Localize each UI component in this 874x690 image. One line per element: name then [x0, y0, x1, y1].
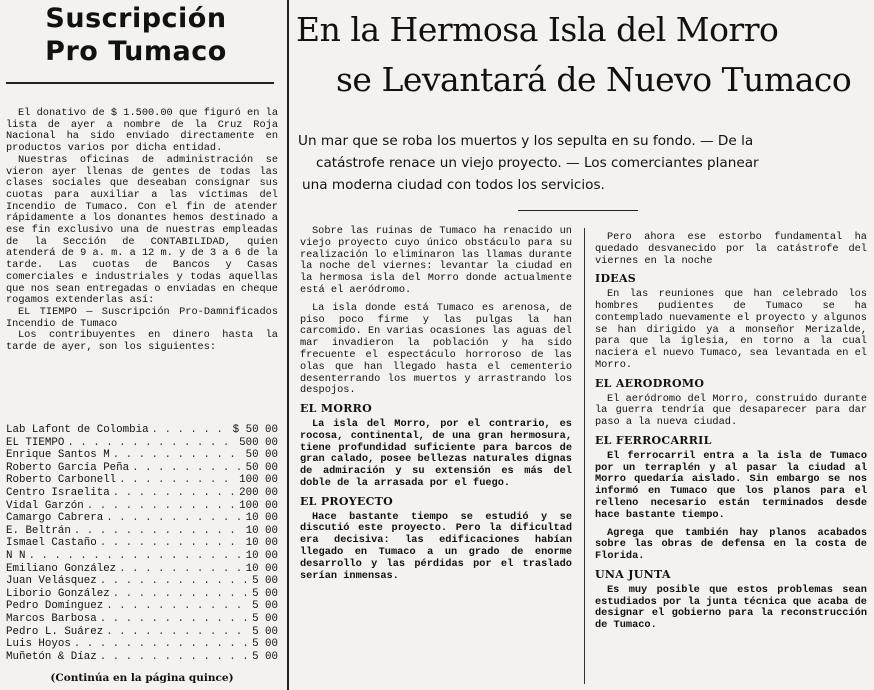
donor-row [6, 500, 278, 513]
donor-name: Liborio González [6, 587, 110, 600]
subscription-text [6, 108, 278, 354]
leader-dots [100, 537, 243, 550]
subscription-column [0, 0, 284, 690]
leader-dots [100, 613, 249, 626]
subscription-paragraph: Los contribuyentes en dinero hasta la tarde de ayer, son los siguientes: [6, 329, 278, 354]
headline-line2: se Levantará de Nuevo Tumaco [336, 60, 852, 99]
leader-dots [119, 563, 242, 576]
leader-dots [106, 600, 249, 613]
leader-dots [87, 500, 236, 513]
title-rule [6, 82, 274, 84]
donor-name: Emiliano González [6, 562, 117, 575]
donor-list [6, 424, 278, 663]
leader-dots [67, 437, 236, 450]
article-subhead: IDEAS [595, 272, 637, 286]
article-paragraph: Hace bastante tiempo se estudió y se discutió este proyecto. Pero la dificultad era decisiva: las edificaciones habían llegado en Tumaco a un grado de enorme desarrollo y las pérdidas por el traslado serían inmensas. [300, 510, 572, 582]
subscription-paragraph: EL TIEMPO — Suscripción Pro-Damnificados Incendio de Tumaco [6, 305, 278, 330]
article-subhead: EL AERODROMO [595, 376, 705, 390]
donor-name: Pedro Domínguez [6, 600, 104, 613]
article-paragraph: La isla del Morro, por el contrario, es rocosa, continental, de una gran hermosura, tiene profundidad suficiente para barcos de gran calado, posee bellezas naturales dignas de admiración y su extensión es más del doble de la arrasada por el fuego. [300, 417, 572, 489]
donor-amount: 5 00 [252, 600, 278, 613]
article-paragraph: Sobre las ruinas de Tumaco ha renacido un viejo proyecto cuyo único obstáculo para su realización lo eliminaron las llamas durante la noche del viernes: levantar la ciudad en la hermosa isla del Morro donde actualmente está el aeródromo. [300, 225, 572, 296]
subscription-paragraph: El donativo de $ 1.500.00 que figuró en la lista de ayer a nombre de la Cruz Roja Nacional ha sido enviado directamente en productos varios por dicha entidad. [6, 107, 278, 155]
donor-amount: 5 00 [252, 650, 278, 663]
article-column-2 [595, 232, 867, 638]
donor-amount: 200 00 [239, 486, 278, 499]
article-paragraph: En las reuniones que han celebrado los hombres pudientes de Tumaco se ha contemplado nuevamente el proyecto y algunos se han dirigido ya a monseñor Merizalde, para que la iglesia, en torno a la cual naciera el nuevo Tumaco, sea levantada en el Morro. [595, 288, 867, 371]
article-subhead: UNA JUNTA [595, 567, 671, 581]
subscription-paragraph: Nuestras oficinas de administración se vieron ayer llenas de gentes de todas las clases sociales que deseaban consignar sus cuotas para auxiliar a las víctimas del Incendio de Tumaco. Con el fin de atender rápidamente a los donantes hemos destinado a ese fin exclusivo una de nuestras empleadas de la Sección de CONTABILIDAD, quien atenderá de 9 a. m. a 12 m. y de 3 a 6 de la tarde. Las cuotas de Bancos y Casas comerciales e industriales y todas aquellas que nos sean entregadas o enviadas en cheque rogamos extenderlas así: [6, 153, 278, 307]
donor-amount: 5 00 [252, 575, 278, 588]
donor-row [6, 462, 278, 475]
donor-amount: 500 00 [239, 436, 278, 449]
donor-row [6, 512, 278, 525]
article-subhead: EL MORRO [300, 402, 372, 416]
donor-name: Lab Lafont de Colombia [6, 424, 149, 436]
article-column-rule [584, 228, 585, 684]
deck-line3: una moderna ciudad con todos los servicios. [302, 177, 605, 193]
donor-name: Muñetón & Díaz [6, 650, 97, 663]
leader-dots [100, 575, 249, 588]
leader-dots [106, 512, 242, 525]
donor-row [6, 449, 278, 462]
donor-amount: 100 00 [239, 499, 278, 512]
deck-line1: Un mar que se roba los muertos y los sepulta en su fondo. — De la [298, 133, 754, 149]
donor-row [6, 600, 278, 613]
donor-amount: 10 00 [245, 562, 278, 575]
donor-row [6, 550, 278, 563]
article-paragraph: El ferrocarril entra a la isla de Tumaco por un terraplén y al pasar la ciudad al Morro quedaría aislado. Sin embargo se nos informó en Tumaco que los planos para el relleno necesario están terminados desde hace bastante tiempo. [595, 449, 867, 521]
donor-name: Roberto Carbonell [6, 474, 117, 487]
donor-name: Roberto García Peña [6, 461, 130, 474]
donor-name: Camargo Cabrera [6, 512, 104, 525]
article-paragraph: Agrega que también hay planos acabados sobre las obras de defensa en la costa de Florida. [595, 526, 867, 563]
donor-amount: 10 00 [245, 512, 278, 525]
donor-name: Centro Israelita [6, 486, 110, 499]
donor-amount: $ 50 00 [232, 424, 278, 436]
donor-name: Ismael Castaño [6, 537, 97, 550]
leader-dots [152, 424, 230, 437]
column-rule [287, 0, 289, 690]
donor-name: Pedro L. Suárez [6, 625, 104, 638]
donor-row [6, 474, 278, 487]
donor-row [6, 613, 278, 626]
article-paragraph: La isla donde está Tumaco es arenosa, de piso poco firme y las pulgas la han carcomido. En varias ocasiones las aguas del mar invadieron la población y ha sido frecuente el espectáculo horroroso de las olas que han llegado hasta el cementerio desenterrando los muertos y arrastrando los despojos. [300, 301, 572, 397]
donor-amount: 10 00 [245, 537, 278, 550]
donor-row [6, 424, 278, 437]
donor-name: Luis Hoyos [6, 638, 71, 651]
donor-row [6, 437, 278, 450]
article-paragraph: Es muy posible que estos problemas sean estudiados por la junta técnica que acaba de designar el gobierno para la reconstrucción de Tumaco. [595, 583, 867, 632]
leader-dots [74, 638, 249, 651]
article-column-1 [300, 226, 572, 588]
article-subhead: EL FERROCARRIL [595, 433, 712, 447]
donor-amount: 5 00 [252, 587, 278, 600]
donor-amount: 50 00 [245, 461, 278, 474]
donor-row [6, 588, 278, 601]
leader-dots [100, 651, 249, 664]
donor-amount: 5 00 [252, 612, 278, 625]
donor-name: Juan Velásquez [6, 575, 97, 588]
donor-row [6, 638, 278, 651]
donor-row [6, 487, 278, 500]
donor-name: EL TIEMPO [6, 436, 65, 449]
donor-name: Enrique Santos M [6, 449, 110, 462]
leader-dots [113, 487, 236, 500]
donor-row [6, 651, 278, 664]
donor-amount: 5 00 [252, 625, 278, 638]
donor-row [6, 525, 278, 538]
subscription-title [0, 2, 272, 68]
donor-name: Marcos Barbosa [6, 612, 97, 625]
donor-row [6, 563, 278, 576]
deck-line2: catástrofe renace un viejo proyecto. — Los comerciantes planear [316, 155, 759, 171]
donor-name: N N [6, 549, 26, 562]
donor-amount: 100 00 [239, 474, 278, 487]
leader-dots [132, 462, 242, 475]
donor-row [6, 575, 278, 588]
subscription-title-line1: Suscripción [45, 3, 227, 34]
leader-dots [113, 449, 243, 462]
leader-dots [106, 626, 249, 639]
deck-rule [518, 210, 638, 211]
donor-amount: 10 00 [245, 549, 278, 562]
leader-dots [119, 474, 236, 487]
leader-dots [74, 525, 243, 538]
donor-amount: 50 00 [245, 449, 278, 462]
donor-row [6, 537, 278, 550]
donor-name: Vidal Garzón [6, 499, 84, 512]
deck [298, 130, 864, 196]
leader-dots [113, 588, 249, 601]
donor-amount: 5 00 [252, 638, 278, 651]
article-paragraph: Pero ahora ese estorbo fundamental ha quedado desvanecido por la catástrofe del viernes en la noche [595, 231, 867, 267]
article-paragraph: El aeródromo del Morro, construido durante la guerra tendría que desaparecer para dar paso a la nueva ciudad. [595, 392, 867, 429]
continued-note: (Continúa en la página quince) [50, 672, 234, 684]
donor-row [6, 626, 278, 639]
leader-dots [28, 550, 242, 563]
headline-line1: En la Hermosa Isla del Morro [296, 10, 779, 49]
subscription-title-line2: Pro Tumaco [45, 36, 227, 67]
donor-name: E. Beltrán [6, 524, 71, 537]
article-subhead: EL PROYECTO [300, 494, 394, 508]
donor-amount: 10 00 [245, 524, 278, 537]
